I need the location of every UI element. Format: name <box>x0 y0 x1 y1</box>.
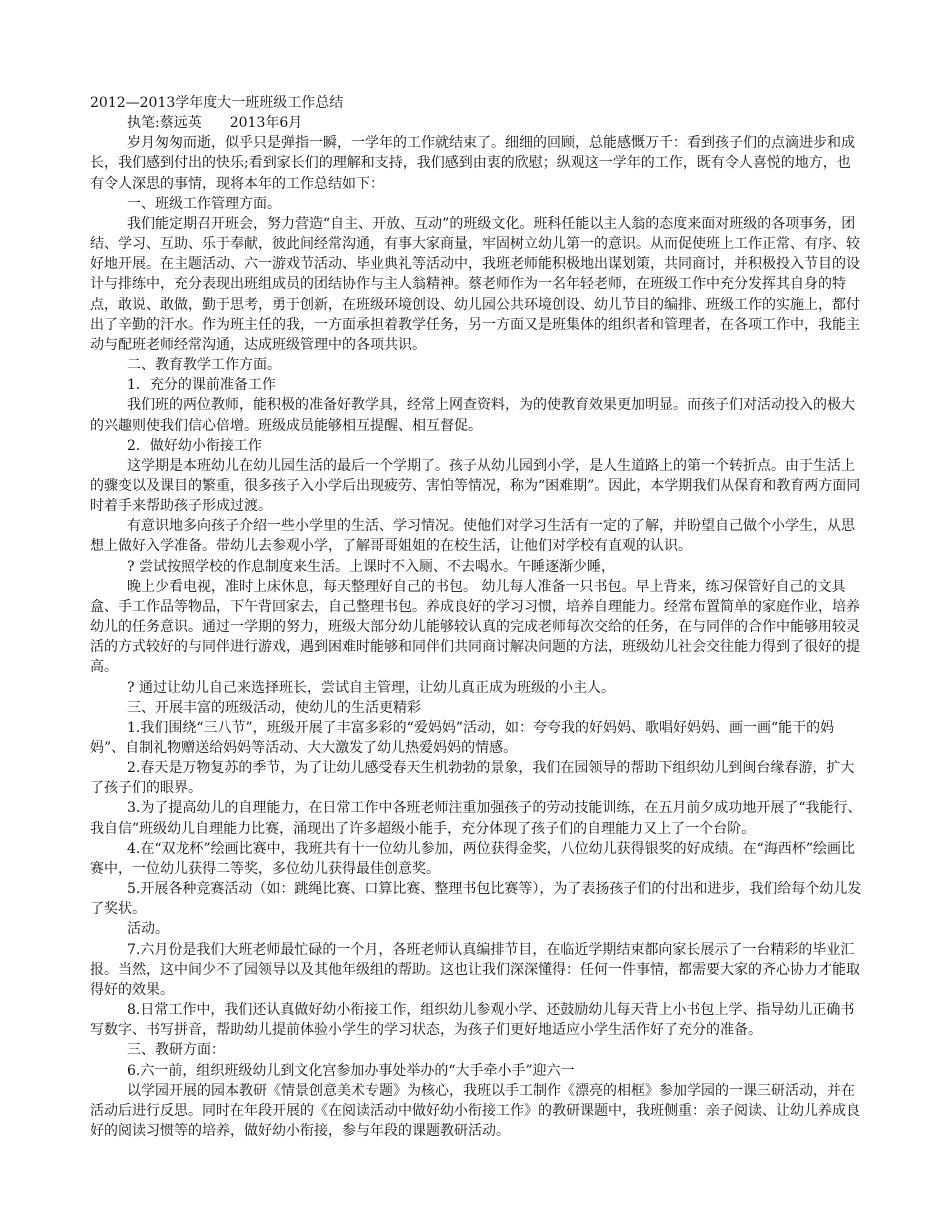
paragraph: ? 尝试按照学校的作息制度来生活。上课时不入厕、不去喝水。午睡逐渐少睡， <box>127 558 615 575</box>
paragraph: 三、教研方面： <box>127 1042 225 1059</box>
paragraph: 有意识地多向孩子介绍一些小学里的生活、学习情况。使他们对学习生活有一定的了解，并盼望自己做个小学生，从思想上做好入学准备。带幼儿去参观小学，了解哥哥姐姐的在校生活，让他们对学校有直观的认识。 <box>90 518 855 555</box>
paragraph: 晚上少看电视，准时上床休息，每天整理好自己的书包。 幼儿每人准备一只书包。早上背来，练习保管好自己的文具盒、手工作品等物品，下午背回家去，自己整理书包。养成良好的学习习惯，培养自理能力。经常布置简单的家庭作业，培养幼儿的任务意识。通过一学期的努力，班级大部分幼儿能够较认真的完成老师每次交给的任务，在与同伴的合作中能够用较灵活的方式较好的与同伴进行游戏，遇到困难时能够和同伴们共同商讨解决问题的方法，班级幼儿社会交往能力得到了很好的提高。 <box>90 578 860 676</box>
paragraph: 8.日常工作中，我们还认真做好幼小衔接工作，组织幼儿参观小学、还鼓励幼儿每天背上小书包上学、指导幼儿正确书写数字、书写拼音，帮助幼儿提前体验小学生的学习状态，为孩子们更好地适应小学生活作好了充分的准备。 <box>90 1002 855 1039</box>
paragraph: 7.六月份是我们大班老师最忙碌的一个月，各班老师认真编排节目，在临近学期结束都向家长展示了一台精彩的毕业汇报。当然，这中间少不了园领导以及其他年级组的帮助。这也让我们深深懂得：任何一件事情，都需要大家的齐心协力才能取得好的效果。 <box>90 941 860 998</box>
document-title: 2012—2013学年度大一班班级工作总结 <box>90 95 344 111</box>
paragraph: 2．做好幼小衔接工作 <box>127 437 262 454</box>
paragraph: 5.开展各种竞赛活动（如：跳绳比赛、口算比赛、整理书包比赛等），为了表扬孩子们的付出和进步，我们给每个幼儿发了奖状。 <box>90 881 862 918</box>
paragraph: 1．充分的课前准备工作 <box>127 377 276 394</box>
paragraph: 我们能定期召开班会，努力营造“自主、开放、互动”的班级文化。班科任能以主人翁的态度来面对班级的各项事务，团结、学习、互助、乐于奉献，彼此间经常沟通，有事大家商量，牢固树立幼儿第一的意识。从而促使班上工作正常、有序、较好地开展。在主题活动、六一游戏节活动、毕业典礼等活动中，我班老师能积极地出谋划策，共同商讨，并积极投入节目的设计与排练中，充分表现出班组成员的团结协作与主人翁精神。蔡老师作为一名年轻老师，在班级工作中充分发挥其自身的特点，敢说、敢做，勤于思考，勇于创新，在班级环境创设、幼儿园公共环境创设、幼儿节目的编排、班级工作的实施上，都付出了辛勤的汗水。作为班主任的我，一方面承担着教学任务，另一方面又是班集体的组织者和管理者，在各项工作中，我能主动与配班老师经常沟通，达成班级管理中的各项共识。 <box>90 215 860 353</box>
paragraph: 二、教育教学工作方面。 <box>127 357 281 374</box>
paragraph: 以学园开展的园本教研《情景创意美术专题》为核心，我班以手工制作《漂亮的相框》参加学园的一课三研活动，并在活动后进行反思。同时在年段开展的《在阅读活动中做好幼小衔接工作》的教研课题中，我班侧重：亲子阅读、让幼儿养成良好的阅读习惯等的培养，做好幼小衔接，参与年段的课题教研活动。 <box>90 1082 860 1139</box>
paragraph: 岁月匆匆而逝，似乎只是弹指一瞬，一学年的工作就结束了。细细的回顾，总能感慨万千：看到孩子们的点滴进步和成长，我们感到付出的快乐;看到家长们的理解和支持，我们感到由衷的欣慰；纵观这一学年的工作，既有令人喜悦的地方，也有令人深思的事情，现将本年的工作总结如下： <box>90 135 855 192</box>
paragraph: 执笔:蔡远英 2013年6月 <box>127 115 303 132</box>
paragraph: 这学期是本班幼儿在幼儿园生活的最后一个学期了。孩子从幼儿园到小学，是人生道路上的第一个转折点。由于生活上的骤变以及课目的繁重，很多孩子入小学后出现疲劳、害怕等情况，称为“困难期”。因此，本学期我们从保育和教育两方面同时着手来帮助孩子形成过渡。 <box>90 457 861 515</box>
document-page <box>90 93 862 1141</box>
paragraph: 一、班级工作管理方面。 <box>127 195 281 212</box>
paragraph: 3.为了提高幼儿的自理能力，在日常工作中各班老师注重加强孩子的劳动技能训练，在五月前夕成功地开展了“我能行、我自信”班级幼儿自理能力比赛，涌现出了许多超级小能手，充分体现了孩子们的自理能力又上了一个台阶。 <box>90 800 862 837</box>
paragraph: ? 通过让幼儿自己来选择班长，尝试自主管理，让幼儿真正成为班级的小主人。 <box>127 679 615 696</box>
paragraph: 2.春天是万物复苏的季节，为了让幼儿感受春天生机勃勃的景象，我们在园领导的帮助下组织幼儿到闽台缘春游，扩大了孩子们的眼界。 <box>90 760 855 797</box>
paragraph: 1.我们围绕“三八节”，班级开展了丰富多彩的“爱妈妈”活动，如：夸夸我的好妈妈、歌唱好妈妈、画一画“能干的妈妈”、自制礼物赠送给妈妈等活动、大大激发了幼儿热爱妈妈的情感。 <box>90 719 835 756</box>
paragraph: 4.在“双龙杯”绘画比赛中，我班共有十一位幼儿参加，两位获得金奖，八位幼儿获得银奖的好成绩。在“海西杯”绘画比赛中，一位幼儿获得二等奖，多位幼儿获得最佳创意奖。 <box>90 840 855 877</box>
paragraph: 我们班的两位教师，能积极的准备好教学具，经常上网查资料，为的使教育效果更加明显。而孩子们对活动投入的极大的兴趣则使我们信心倍增。班级成员能够相互提醒、相互督促。 <box>90 397 855 434</box>
paragraph: 活动。 <box>127 921 169 938</box>
paragraph: 三、开展丰富的班级活动，使幼儿的生活更精彩 <box>127 699 421 716</box>
paragraph: 6.六一前，组织班级幼儿到文化宫参加办事处举办的“大手牵小手”迎六一 <box>127 1062 575 1079</box>
